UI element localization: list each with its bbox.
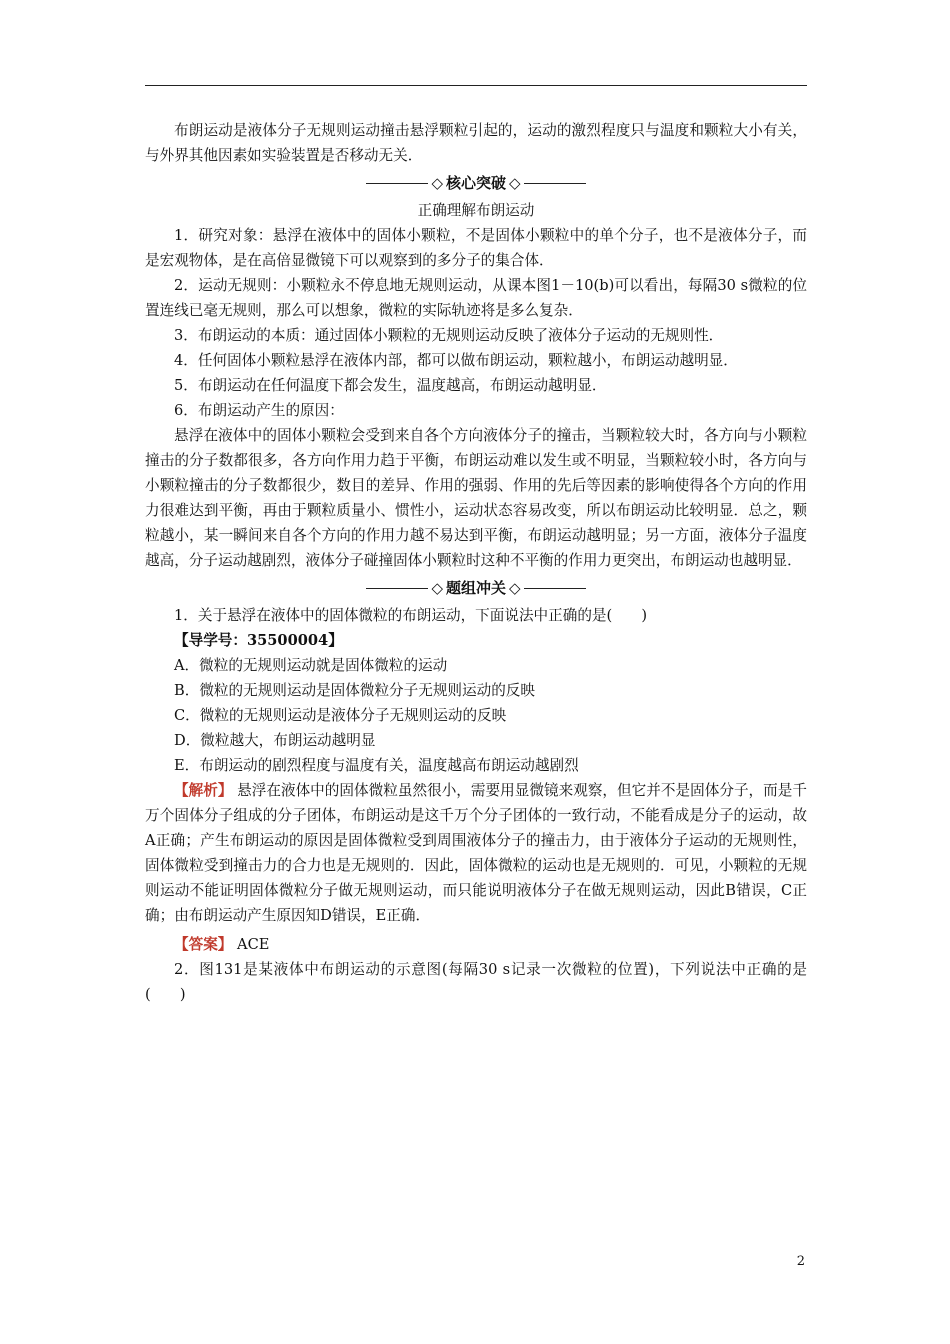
cause-paragraph: 悬浮在液体中的固体小颗粒会受到来自各个方向液体分子的撞击，当颗粒较大时，各方向与小颗粒撞击的分子数都很多，各方向作用力趋于平衡，布朗运动难以发生或不明显，当颗粒较小时，各方向与小颗粒撞击的分子数都很少，数目的差异、作用的强弱、作用的先后等因素的影响使得各个方向的作用力很难达到平衡，再由于颗粒质量小、惯性小，运动状态容易改变，所以布朗运动比较明显．总之，颗粒越小，某一瞬间来自各个方向的作用力越不易达到平衡，布朗运动越明显；另一方面，液体分子温度越高，分子运动越剧烈，液体分子碰撞固体小颗粒时这种不平衡的作用力更突出，布朗运动也越明显． bbox=[145, 427, 807, 569]
section-title: 题组冲关 bbox=[445, 578, 506, 597]
answer-tag: 【答案】 bbox=[174, 936, 233, 953]
option-c: C．微粒的无规则运动是液体分子无规则运动的反映 bbox=[174, 707, 507, 724]
answer-line bbox=[145, 932, 807, 957]
point-6: 6．布朗运动产生的原因： bbox=[174, 402, 344, 419]
heading-rule-right bbox=[524, 588, 586, 589]
option-e: E．布朗运动的剧烈程度与温度有关，温度越高布朗运动越剧烈 bbox=[174, 757, 579, 774]
option-a: A．微粒的无规则运动就是固体微粒的运动 bbox=[174, 657, 448, 674]
heading-rule-right bbox=[524, 183, 586, 184]
page-number: 2 bbox=[796, 1254, 805, 1269]
heading-rule-left bbox=[366, 183, 428, 184]
analysis-paragraph bbox=[145, 778, 807, 928]
header-rule bbox=[145, 85, 807, 86]
diamond-icon: ◇ bbox=[431, 578, 443, 597]
section-heading-practice bbox=[145, 573, 807, 603]
question-2-stem: 2．图131是某液体中布朗运动的示意图(每隔30 s记录一次微粒的位置)，下列说法中正确的是 ( ) bbox=[145, 961, 822, 1003]
point-4: 4．任何固体小颗粒悬浮在液体内部，都可以做布朗运动，颗粒越小，布朗运动越明显． bbox=[174, 352, 738, 369]
diamond-icon: ◇ bbox=[509, 173, 521, 192]
point-3: 3．布朗运动的本质：通过固体小颗粒的无规则运动反映了液体分子运动的无规则性． bbox=[174, 327, 724, 344]
section-title: 核心突破 bbox=[445, 173, 506, 192]
point-1: 1．研究对象：悬浮在液体中的固体小颗粒，不是固体小颗粒中的单个分子，也不是液体分子，而是宏观物体，是在高倍显微镜下可以观察到的多分子的集合体． bbox=[145, 227, 807, 269]
point-5: 5．布朗运动在任何温度下都会发生，温度越高，布朗运动越明显． bbox=[174, 377, 607, 394]
document-body bbox=[145, 118, 822, 1007]
analysis-tag: 【解析】 bbox=[174, 782, 233, 799]
section-subtitle: 正确理解布朗运动 bbox=[417, 202, 535, 219]
guide-number: 【导学号：35500004】 bbox=[174, 632, 343, 649]
analysis-text: 悬浮在液体中的固体微粒虽然很小，需要用显微镜来观察，但它并不是固体分子，而是千万个固体分子组成的分子团体，布朗运动是这千万个分子团体的一致行动，不能看成是分子的运动，故A正确；产生布朗运动的原因是固体微粒受到周围液体分子的撞击力，由于液体分子运动的无规则性，固体微粒受到撞击力的合力也是无规则的．因此，固体微粒的运动也是无规则的．可见，小颗粒的无规则运动不能证明固体微粒分子做无规则运动，而只能说明液体分子在做无规则运动，因此B错误，C正确；由布朗运动产生原因知D错误，E正确． bbox=[145, 782, 807, 924]
option-d: D．微粒越大，布朗运动越明显 bbox=[174, 732, 376, 749]
heading-rule-left bbox=[366, 588, 428, 589]
option-b: B．微粒的无规则运动是固体微粒分子无规则运动的反映 bbox=[174, 682, 535, 699]
diamond-icon: ◇ bbox=[431, 173, 443, 192]
intro-paragraph: 布朗运动是液体分子无规则运动撞击悬浮颗粒引起的，运动的激烈程度只与温度和颗粒大小有关，与外界其他因素如实验装置是否移动无关． bbox=[145, 122, 807, 164]
section-heading-core bbox=[145, 168, 807, 198]
answer-value: ACE bbox=[237, 936, 270, 953]
diamond-icon: ◇ bbox=[509, 578, 521, 597]
point-2: 2．运动无规则：小颗粒永不停息地无规则运动，从课本图1－10(b)可以看出，每隔30 s微粒的位置连线已毫无规则，那么可以想象，微粒的实际轨迹将是多么复杂． bbox=[145, 277, 807, 319]
question-1-stem: 1．关于悬浮在液体中的固体微粒的布朗运动，下面说法中正确的是( ) bbox=[174, 607, 648, 624]
